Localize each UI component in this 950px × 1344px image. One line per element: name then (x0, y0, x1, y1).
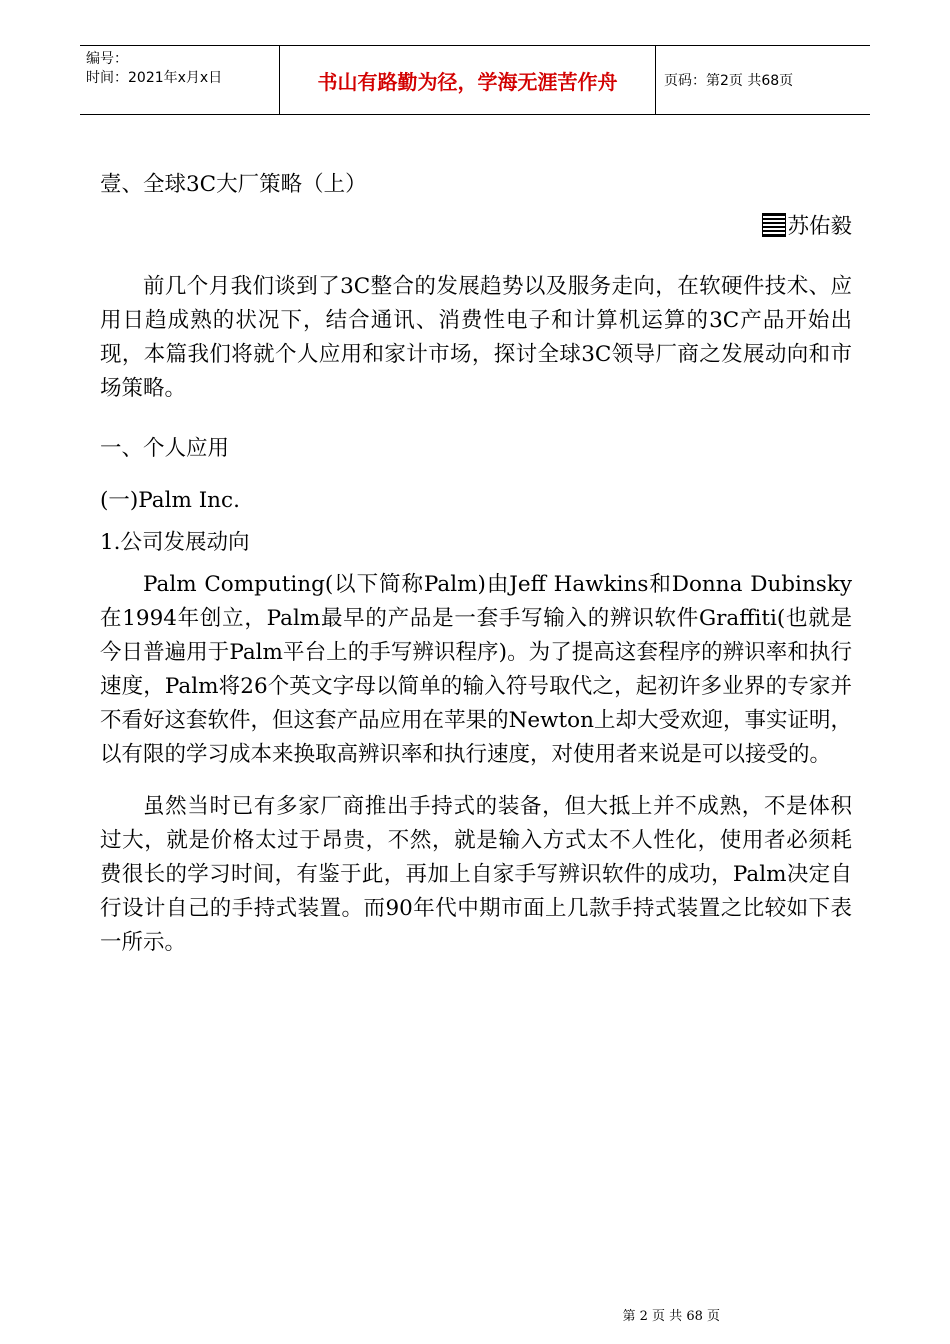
header-meta (80, 46, 280, 114)
article-title: 壹、全球3C大厂策略（上） (100, 172, 367, 197)
header-motto: 书山有路勤为径，学海无涯苦作舟 (280, 46, 656, 114)
subsection-heading: (一)Palm Inc. (100, 488, 240, 513)
author-line (100, 210, 852, 244)
time-label: 时间：2021年x月x日 (86, 70, 223, 86)
body-paragraph-2: 虽然当时已有多家厂商推出手持式的装备，但大抵上并不成熟，不是体积过大，就是价格太过于昂贵，不然，就是输入方式太不人性化，使用者必须耗费很长的学习时间，有鉴于此，再加上自家手写辨识软件的成功，Palm决定自行设计自己的手持式装置。而90年代中期市面上几款手持式装置之比较如下表一所示。 (100, 794, 852, 955)
body-paragraph-1: Palm Computing(以下简称Palm)由Jeff Hawkins和Donna Dubinsky在1994年创立，Palm最早的产品是一套手写输入的辨识软件Graffiti(也就是今日普遍用于Palm平台上的手写辨识程序)。为了提高这套程序的辨识率和执行速度，Palm将26个英文字母以简单的输入符号取代之，起初许多业界的专家并不看好这套软件，但这套产品应用在苹果的Newton上却大受欢迎，事实证明，以有限的学习成本来换取高辨识率和执行速度，对使用者来说是可以接受的。 (100, 572, 852, 767)
sub-heading: 1.公司发展动向 (100, 530, 250, 555)
intro-paragraph: 前几个月我们谈到了3C整合的发展趋势以及服务走向，在软硬件技术、应用日趋成熟的状况下，结合通讯、消费性电子和计算机运算的3C产品开始出现，本篇我们将就个人应用和家计市场，探讨全球3C领导厂商之发展动向和市场策略。 (100, 274, 852, 401)
page-header (80, 45, 870, 115)
header-page-info: 页码：第2页 共68页 (664, 73, 794, 89)
author-name: 苏佑毅 (787, 214, 852, 239)
number-label: 编号： (86, 51, 128, 67)
page-footer: 第 2 页 共 68 页 (622, 1309, 720, 1324)
section-heading: 一、个人应用 (100, 436, 230, 461)
article-body (100, 168, 852, 960)
author-mark-icon (763, 214, 785, 236)
